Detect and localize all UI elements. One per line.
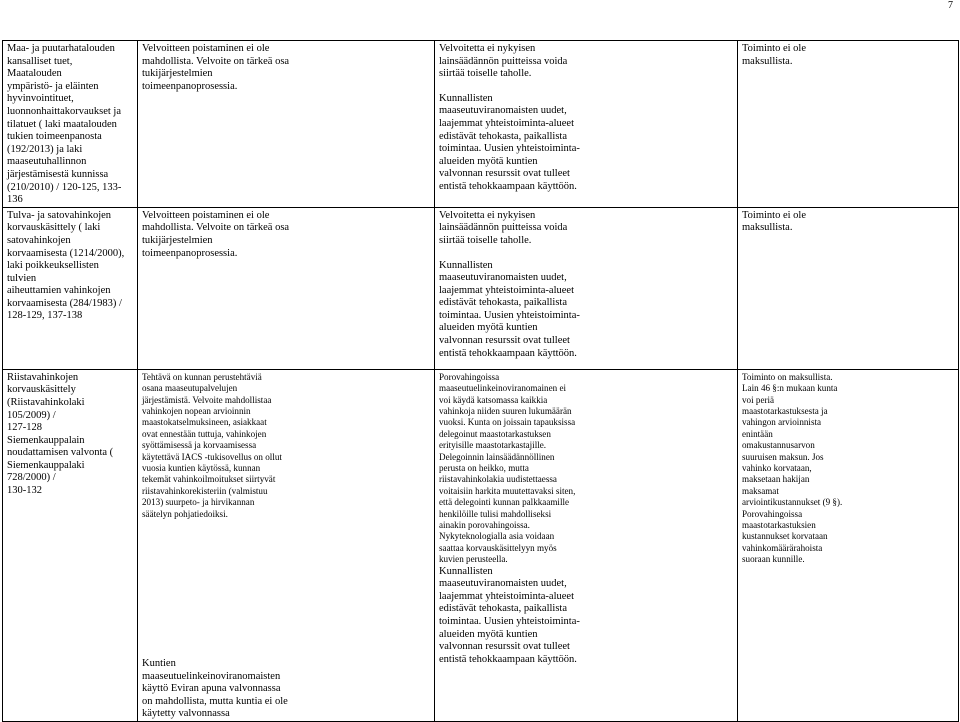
table-cell xyxy=(738,369,959,721)
removal-assessment: Velvoitteen poistaminen ei ole mahdollista. Velvoite on tärkeä osa tukijärjestelmien toimeenpanoprosessia. xyxy=(142,209,290,259)
table-cell xyxy=(138,41,435,208)
table-cell xyxy=(138,207,435,369)
cooperation-note: Kunnallisten maaseutuviranomaisten uudet, laajemmat yhteistoiminta-alueet edistävät tehokasta, paikallista toimintaa. Uusien yhteistoiminta- alueiden myötä kuntien valvonnan resurssit ovat tulleet entistä tehokkaampaan käyttöön. xyxy=(439,565,580,665)
removal-assessment: Kuntien maaseutuelinkeinoviranomaisten käyttö Eviran apuna valvonnassa on mahdollista, mutta kuntia ei ole käytetty valvonnassa xyxy=(142,658,288,720)
task-description: Riistavahinkojen korvauskäsittely (Riistavahinkolaki 105/2009) / 127-128 xyxy=(7,371,85,434)
table-row xyxy=(3,369,959,721)
table-cell xyxy=(738,41,959,208)
removal-assessment: Velvoitteen poistaminen ei ole mahdollista. Velvoite on tärkeä osa tukijärjestelmien toimeenpanoprosessia. xyxy=(142,43,290,92)
table-row xyxy=(3,207,959,369)
table-cell xyxy=(138,369,435,721)
table-cell xyxy=(3,369,138,721)
table-cell xyxy=(738,207,959,369)
table-cell xyxy=(3,207,138,369)
transfer-assessment: Porovahingoissa maaseutuelinkeinoviranomainen ei voi käydä katsomassa kaikkia vahinkoja niiden suuren lukumäärän vuoksi. Kunta on joissain tapauksissa delegoinut maastotarkastuksen erityisille maastotarkastajille. Delegoinnin lainsäädännöllinen perusta on heikko, mutta riistavahinkolakia uudistettaessa voitaisiin harkita muutettavaksi siten, että delegointi kunnan palkkaamille henkilöille tulisi mahdolliseksi ainakin porovahingoissa. Nykyteknologialla asia voidaan saattaa korvauskäsittelyyn myös kuvien perusteella. xyxy=(439,371,576,565)
transfer-assessment: Velvoitetta ei nykyisen lainsäädännön puitteissa voida siirtää toiselle taholle. xyxy=(439,43,568,80)
fee-note: Toiminto ei ole maksullista. xyxy=(742,209,807,234)
table-cell xyxy=(435,207,738,369)
cooperation-note: Kunnallisten maaseutuviranomaisten uudet, laajemmat yhteistoiminta-alueet edistävät tehokasta, paikallista toimintaa. Uusien yhteistoiminta- alueiden myötä kuntien valvonnan resurssit ovat tulleet entistä tehokkaampaan käyttöön. xyxy=(439,259,580,359)
page-number: 7 xyxy=(948,0,953,11)
assessment-table xyxy=(2,40,959,722)
transfer-assessment: Velvoitetta ei nykyisen lainsäädännön puitteissa voida siirtää toiselle taholle. xyxy=(439,209,568,246)
fee-note: Toiminto on maksullista. Lain 46 §:n mukaan kunta voi periä maastotarkastuksesta ja vahingon arvioinnista enintään omakustannusarvon suuruisen maksun. Jos vahinko korvataan, maksetaan hakijan maksamat arviointikustannukset (9 §). Porovahingoissa maastotarkastuksien kustannukset korvataan vahinkomäärärahoista suoraan kunnille. xyxy=(742,371,843,565)
table-cell xyxy=(435,369,738,721)
removal-assessment: Tehtävä on kunnan perustehtäviä osana maaseutupalvelujen järjestämistä. Velvoite mahdollistaa vahinkojen nopean arvioinnin maastokatselmuksineen, asiakkaat ovat ennestään tuttuja, vahinkojen syöttämisessä ja korvaamisessa käytettävä IACS -tukisovellus on ollut vuosia kuntien käytössä, kunnan tekemät vahinkoilmoitukset siirtyvät riistavahinkorekisteriin (valmistuu 2013) suurpeto- ja hirvikannan säätelyn pohjatiedoiksi. xyxy=(142,371,282,519)
cooperation-note: Kunnallisten maaseutuviranomaisten uudet, laajemmat yhteistoiminta-alueet edistävät tehokasta, paikallista toimintaa. Uusien yhteistoiminta- alueiden myötä kuntien valvonnan resurssit ovat tulleet entistä tehokkaampaan käyttöön. xyxy=(439,92,580,192)
table-cell xyxy=(435,41,738,208)
table-cell xyxy=(3,41,138,208)
fee-note: Toiminto ei ole maksullista. xyxy=(742,43,807,67)
table-row xyxy=(3,41,959,208)
task-description: Siemenkauppalain noudattamisen valvonta ( Siemenkauppalaki 728/2000) / 130-132 xyxy=(7,434,114,497)
task-description: Tulva- ja satovahinkojen korvauskäsittely ( laki satovahinkojen korvaamisesta (1214/2000), laki poikkeuksellisten tulvien aiheuttamien vahinkojen korvaamisesta (284/1983) / 128-129, 137-138 xyxy=(7,209,125,322)
task-description: Maa- ja puutarhatalouden kansalliset tuet, Maatalouden ympäristö- ja eläinten hyvinvointituet, luonnonhaittakorvaukset ja tilatuet ( laki maatalouden tukien toimeenpanosta (192/2013) ja laki maaseutuhallinnon järjestämisestä kunnissa (210/2010) / 120-125, 133-136 xyxy=(7,43,122,206)
